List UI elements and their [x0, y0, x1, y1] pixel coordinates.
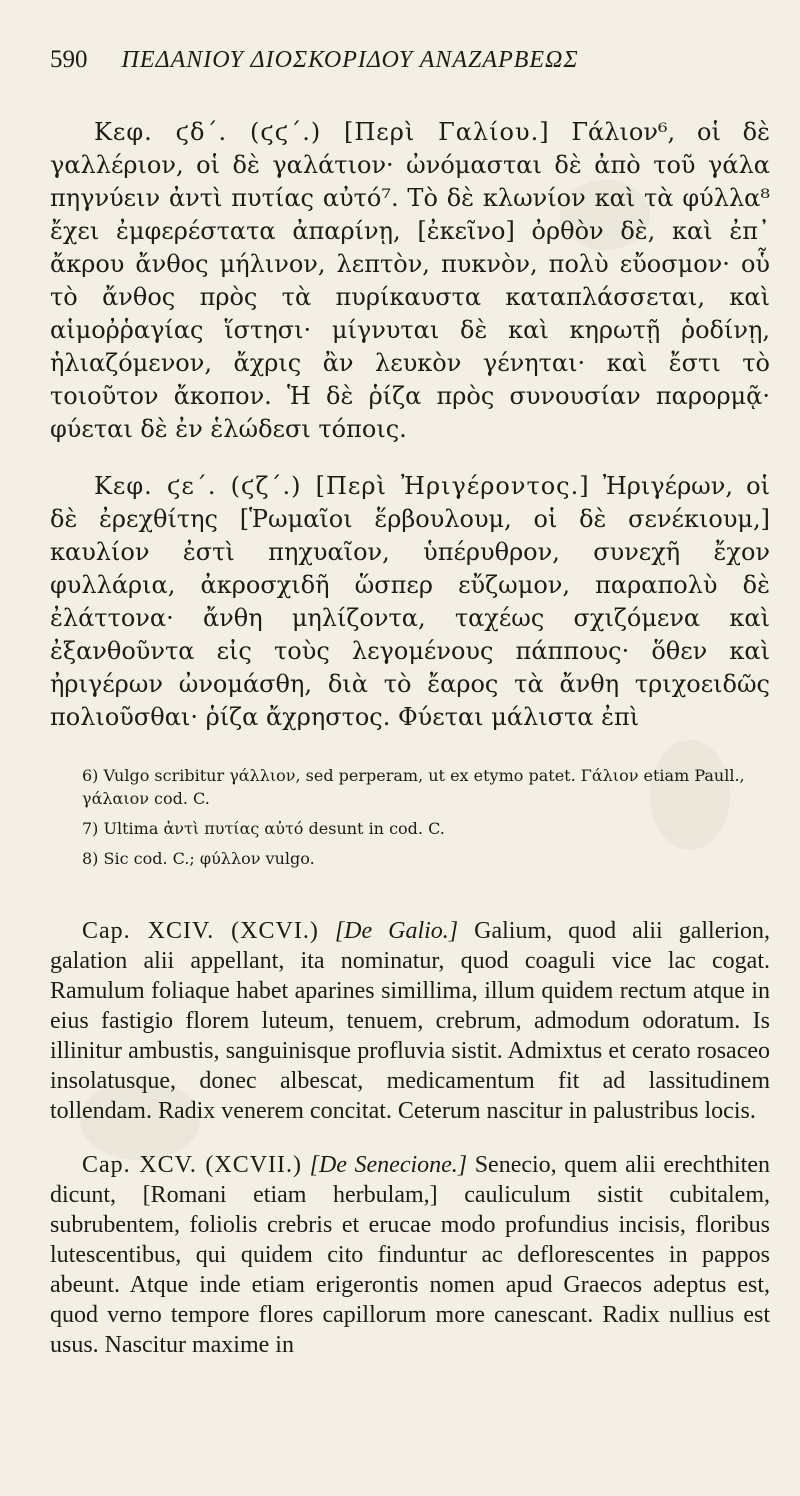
greek-chapter-heading: Κεφ. ϛε´. (ϛζ´.) [Περὶ Ἠριγέροντος.]: [94, 472, 590, 500]
footnotes: [50, 764, 770, 870]
page-header: [50, 40, 770, 80]
greek-chapter-95: [50, 470, 770, 734]
greek-chapter-body: Ἠριγέρων, οἱ δὲ ἐρεχθίτης [Ῥωμαῖοι ἕρβουλουμ, οἱ δὲ σενέκιουμ,] καυλίον ἐστὶ πηχυαῖον, ὑπέρυθρον, συνεχῆ ἔχον φυλλάρια, ἀκροσχιδῆ ὥσπερ εὔζωμον, παραπολὺ δὲ ἐλάττονα· ἄνθη μηλίζοντα, ταχέως σχιζόμενα καὶ ἐξανθοῦντα εἰς τοὺς λεγομένους πάππους· ὅθεν καὶ ἠριγέρων ὠνομάσθη, διὰ τὸ ἔαρος τὰ ἄνθη τριχοειδῶς πολιοῦσθαι· ῥίζα ἄχρηστος. Φύεται μάλιστα ἐπὶ: [50, 472, 770, 731]
greek-chapter-94: [50, 116, 770, 446]
book-page: [50, 40, 770, 1480]
latin-chapter-title: [De Galio.]: [334, 918, 459, 944]
footnote-7: 7) Ultima ἀντὶ πυτίας αὐτό desunt in cod. C.: [82, 819, 445, 838]
latin-chapter-heading: Cap. XCV. (XCVII.): [82, 1152, 303, 1178]
greek-chapter-heading: Κεφ. ϛδ´. (ϛϛ´.) [Περὶ Γαλίου.]: [94, 118, 550, 146]
footnote-6: 6) Vulgo scribitur γάλλιον, sed perperam, ut ex etymo patet. Γάλιον etiam Paull., γάλαιον cod. C.: [82, 766, 745, 808]
latin-chapter-title: [De Senecione.]: [309, 1152, 468, 1178]
latin-chapter-body: Senecio, quem alii erechthiten dicunt, [Romani etiam herbulam,] cauliculum sistit cubitalem, subrubentem, foliolis crebris et erucae modo profundius incisis, floribus lutescentibus, qui quidem cito finduntur ac deflorescentes in pappos abeunt. Atque inde etiam erigerontis nomen apud Graecos adeptus est, quod verno tempore flores capillorum more canescant. Radix nullius est usus. Nascitur maxime in: [50, 1152, 770, 1358]
running-head: ΠΕΔΑΝΙΟΥ ΔΙΟΣΚΟΡΙΔΟΥ ΑΝΑΖΑΡΒΕΩΣ: [121, 46, 579, 73]
latin-chapter-heading: Cap. XCIV. (XCVI.): [82, 918, 319, 944]
greek-chapter-body: Γάλιον⁶, οἱ δὲ γαλλέριον, οἱ δὲ γαλάτιον· ὠνόμασται δὲ ἀπὸ τοῦ γάλα πηγνύειν ἀντὶ πυτίας αὐτό⁷. Τὸ δὲ κλωνίον καὶ τὰ φύλλα⁸ ἔχει ἐμφερέστατα ἀπαρίνῃ, [ἐκεῖνο] ὀρθὸν δὲ, καὶ ἐπ᾽ ἄκρου ἄνθος μήλινον, λεπτὸν, πυκνὸν, πολὺ εὔοσμον· οὗ τὸ ἄνθος πρὸς τὰ πυρίκαυστα καταπλάσσεται, καὶ αἱμοῤῥαγίας ἵστησι· μίγνυται δὲ καὶ κηρωτῇ ῥοδίνῃ, ἡλιαζόμενον, ἄχρις ἂν λευκὸν γένηται· καὶ ἔστι τὸ τοιοῦτον ἄκοπον. Ἡ δὲ ῥίζα πρὸς συνουσίαν παρορμᾷ· φύεται δὲ ἐν ἑλώδεσι τόποις.: [50, 118, 770, 443]
footnote-8: 8) Sic cod. C.; φύλλον vulgo.: [82, 849, 315, 868]
latin-chapter-body: Galium, quod alii gallerion, galation alii appellant, ita nominatur, quod coaguli vice lac cogat. Ramulum foliaque habet aparines simillima, illum quidem rectum atque in eius fastigio florem luteum, tenuem, crebrum, admodum odoratum. Is illinitur ambustis, sanguinisque profluvia sistit. Admixtus et cerato rosaceo insolatusque, donec albescat, medicamentum fit ad lassitudinem tollendam. Radix venerem concitat. Ceterum nascitur in palustribus locis.: [50, 918, 770, 1124]
latin-chapter-95: [50, 1150, 770, 1360]
latin-chapter-94: [50, 916, 770, 1126]
page-number: 590: [50, 46, 88, 73]
